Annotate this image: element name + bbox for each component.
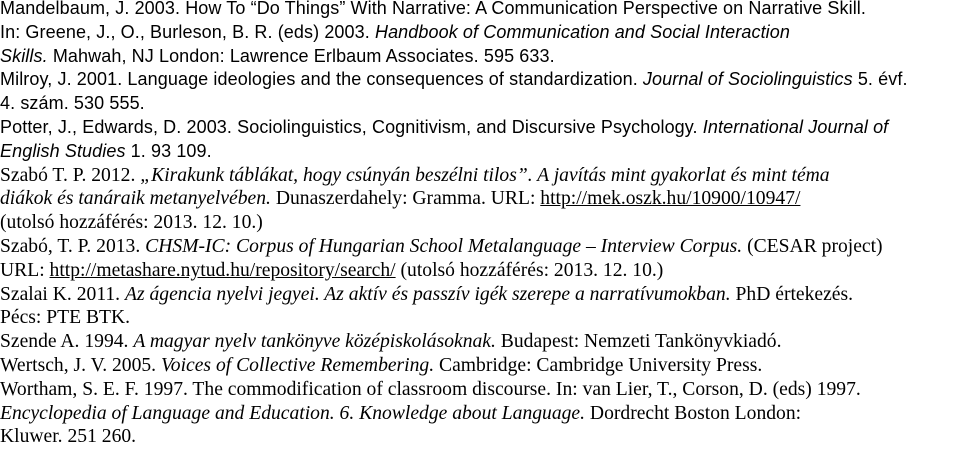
reference-line	[0, 330, 960, 354]
reference-entry-potter	[0, 116, 960, 164]
reference-line	[0, 402, 960, 426]
reference-line	[0, 140, 960, 164]
reference-text: Budapest: Nemzeti Tankönyvkiadó.	[495, 331, 782, 353]
reference-text: Szende A. 1994.	[0, 331, 134, 353]
reference-text: Dunaszerdahely: Gramma. URL:	[270, 188, 541, 210]
reference-line	[0, 68, 960, 92]
reference-entry-wortham	[0, 378, 960, 449]
reference-line	[0, 211, 960, 235]
reference-line	[0, 21, 960, 45]
reference-entry-mandelbaum	[0, 0, 960, 68]
reference-entry-szende	[0, 330, 960, 354]
reference-line	[0, 235, 960, 259]
italic-title: A magyar nyelv tankönyve középiskolásoknak.	[133, 331, 496, 353]
reference-text: URL:	[0, 259, 50, 281]
url-link[interactable]: http://metashare.nytud.hu/repository/search/	[49, 259, 396, 281]
reference-text: 4. szám. 530 555.	[0, 93, 145, 114]
reference-entry-szalai	[0, 283, 960, 331]
reference-text: Szabó, T. P. 2013.	[0, 235, 146, 257]
reference-text: Mahwah, NJ London: Lawrence Erlbaum Associates. 595 633.	[47, 45, 555, 66]
italic-title: diákok és tanáraik metanyelvében.	[0, 188, 271, 210]
italic-title: Az ágencia nyelvi jegyei. Az aktív és passzív igék szerepe a narratívumokban.	[124, 283, 731, 305]
reference-line	[0, 283, 960, 307]
reference-line	[0, 92, 960, 116]
reference-text: Milroy, J. 2001. Language ideologies and the consequences of standardization.	[0, 69, 643, 90]
reference-line	[0, 116, 960, 140]
reference-line	[0, 187, 960, 211]
italic-title: International Journal of	[702, 116, 889, 137]
reference-text: 5. évf.	[852, 69, 908, 90]
reference-line	[0, 164, 960, 188]
reference-text: Wortham, S. E. F. 1997. The commodification of classroom discourse. In: van Lier, T., Corson, D. (eds) 1997.	[0, 378, 861, 400]
reference-text: Potter, J., Edwards, D. 2003. Sociolinguistics, Cognitivism, and Discursive Psychology.	[0, 116, 703, 137]
reference-text: PhD értekezés.	[730, 283, 854, 305]
reference-entry-wertsch	[0, 354, 960, 378]
italic-title: „Kirakunk táblákat, hogy csúnyán beszélni tilos”. A javítás mint gyakorlat és mint téma	[140, 164, 830, 186]
reference-text: In: Greene, J., O., Burleson, B. R. (eds) 2003.	[0, 21, 375, 42]
italic-title: Journal of Sociolinguistics	[642, 69, 853, 90]
reference-entry-milroy	[0, 68, 960, 116]
italic-title: Skills.	[0, 45, 48, 66]
reference-text: Cambridge: Cambridge University Press.	[434, 354, 763, 376]
italic-title: English Studies	[0, 140, 126, 161]
reference-text: Kluwer. 251 260.	[0, 426, 137, 448]
reference-text: Mandelbaum, J. 2003. How To “Do Things” With Narrative: A Communication Perspective on Narrative Skill.	[0, 0, 866, 18]
reference-text: Dordrecht Boston London:	[585, 402, 802, 424]
reference-line	[0, 0, 960, 21]
reference-entry-szabo-2012	[0, 164, 960, 235]
reference-line	[0, 378, 960, 402]
url-link[interactable]: http://mek.oszk.hu/10900/10947/	[540, 188, 801, 210]
reference-text: Wertsch, J. V. 2005.	[0, 354, 161, 376]
reference-line	[0, 306, 960, 330]
reference-text: Szalai K. 2011.	[0, 283, 125, 305]
italic-title: Voices of Collective Remembering.	[160, 354, 435, 376]
reference-text: Szabó T. P. 2012.	[0, 164, 141, 186]
reference-text: Pécs: PTE BTK.	[0, 307, 131, 329]
reference-entry-szabo-2013	[0, 235, 960, 283]
reference-line	[0, 425, 960, 449]
reference-line	[0, 354, 960, 378]
italic-title: Handbook of Communication and Social Interaction	[374, 21, 791, 42]
reference-line	[0, 259, 960, 283]
italic-title: Encyclopedia of Language and Education. 6. Knowledge about Language.	[0, 402, 586, 424]
reference-text: 1. 93 109.	[125, 140, 212, 161]
reference-text: (CESAR project)	[742, 235, 883, 257]
italic-title: CHSM-IC: Corpus of Hungarian School Metalanguage – Interview Corpus.	[145, 235, 743, 257]
reference-line	[0, 45, 960, 69]
reference-text: (utolsó hozzáférés: 2013. 12. 10.)	[0, 212, 263, 234]
reference-text: (utolsó hozzáférés: 2013. 12. 10.)	[395, 259, 664, 281]
